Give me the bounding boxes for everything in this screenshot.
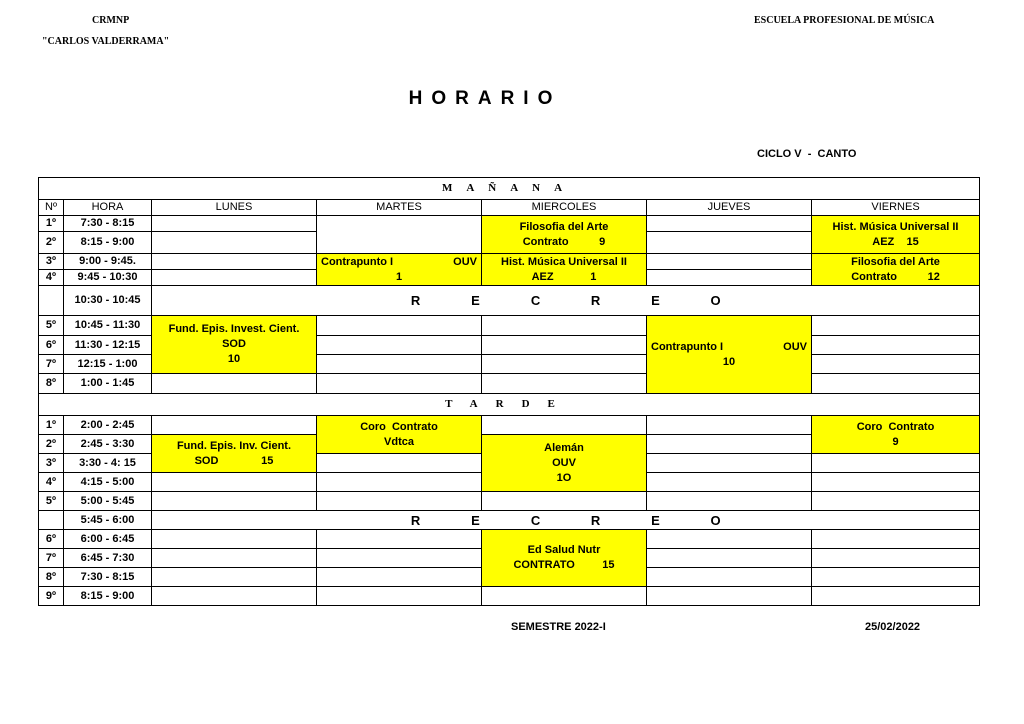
class-name: Hist. Música Universal II <box>501 255 627 268</box>
table-row <box>39 587 980 606</box>
row-time: 12:15 - 1:00 <box>64 355 152 374</box>
recess-letter: E <box>471 512 480 528</box>
row-number: 8º <box>39 374 64 394</box>
institution-acronym: CRMNP <box>92 15 130 26</box>
recess-letter: E <box>651 512 660 528</box>
empty-cell <box>812 355 980 374</box>
class-hist-musica-viernes[interactable] <box>812 216 980 254</box>
row-time: 10:45 - 11:30 <box>64 316 152 336</box>
empty-cell <box>152 374 317 394</box>
semester-label: SEMESTRE 2022-I <box>511 621 606 633</box>
row-time: 6:45 - 7:30 <box>64 549 152 568</box>
empty-cell <box>152 492 317 511</box>
empty-cell <box>482 336 647 355</box>
recess-letter: R <box>410 512 421 528</box>
table-row <box>39 492 980 511</box>
empty-cell <box>152 549 317 568</box>
row-time: 2:45 - 3:30 <box>64 435 152 454</box>
empty-cell <box>482 355 647 374</box>
class-fund-epis-lunes[interactable] <box>152 316 317 374</box>
class-filosofia-arte-viernes[interactable] <box>812 254 980 286</box>
empty-cell <box>482 492 647 511</box>
empty-cell <box>812 454 980 473</box>
empty-cell <box>152 270 317 286</box>
empty-cell <box>812 549 980 568</box>
empty-cell <box>647 435 812 454</box>
empty-cell <box>812 530 980 549</box>
date-label: 25/02/2022 <box>865 621 921 633</box>
section-manana <box>39 178 980 200</box>
table-row <box>39 374 980 394</box>
row-number: 5º <box>39 492 64 511</box>
class-aleman-miercoles[interactable] <box>482 435 647 492</box>
row-time: 4:15 - 5:00 <box>64 473 152 492</box>
class-room: 9 <box>892 435 899 448</box>
empty-cell <box>812 587 980 606</box>
empty-cell <box>647 549 812 568</box>
empty-cell <box>482 374 647 394</box>
col-header-lunes: LUNES <box>152 200 317 216</box>
col-header-viernes: VIERNES <box>812 200 980 216</box>
empty-cell <box>647 587 812 606</box>
row-time: 9:00 - 9:45. <box>64 254 152 270</box>
empty-cell <box>317 492 482 511</box>
empty-cell <box>317 336 482 355</box>
class-name: Alemán <box>544 441 584 454</box>
col-header-miercoles: MIERCOLES <box>482 200 647 216</box>
recess-letter: C <box>530 293 541 308</box>
recess-letter: R <box>590 512 601 528</box>
row-number: 3º <box>39 254 64 270</box>
empty-cell <box>152 568 317 587</box>
empty-cell <box>647 492 812 511</box>
row-number: 9º <box>39 587 64 606</box>
row-number: 1º <box>39 216 64 232</box>
empty-cell <box>647 530 812 549</box>
empty-cell <box>152 587 317 606</box>
row-time: 5:00 - 5:45 <box>64 492 152 511</box>
recess-row <box>39 511 980 530</box>
class-filosofia-arte-miercoles[interactable] <box>482 216 647 254</box>
empty-cell <box>152 530 317 549</box>
row-time: 11:30 - 12:15 <box>64 336 152 355</box>
row-time: 1:00 - 1:45 <box>64 374 152 394</box>
row-time: 2:00 - 2:45 <box>64 416 152 435</box>
col-header-jueves: JUEVES <box>647 200 812 216</box>
row-number <box>39 511 64 530</box>
empty-cell <box>812 336 980 355</box>
table-row <box>39 416 980 435</box>
row-number <box>39 286 64 316</box>
recess-letter: O <box>710 512 721 528</box>
class-hist-musica-miercoles[interactable] <box>482 254 647 286</box>
row-number: 2º <box>39 232 64 254</box>
empty-cell <box>812 473 980 492</box>
empty-cell <box>317 568 482 587</box>
empty-cell <box>317 316 482 336</box>
class-name: Hist. Música Universal II <box>832 220 959 233</box>
row-time: 5:45 - 6:00 <box>64 511 152 530</box>
section-tarde <box>39 394 980 416</box>
row-time: 9:45 - 10:30 <box>64 270 152 286</box>
empty-cell <box>482 587 647 606</box>
empty-cell <box>482 416 647 435</box>
class-name: Fund. Epis. Invest. Cient. <box>168 323 300 335</box>
row-time: 7:30 - 8:15 <box>64 216 152 232</box>
class-name: Coro Contrato <box>856 420 935 433</box>
empty-cell <box>317 454 482 473</box>
class-info: AEZ 1 <box>531 270 597 283</box>
empty-cell <box>482 316 647 336</box>
row-number: 4º <box>39 270 64 286</box>
table-row <box>39 316 980 336</box>
empty-cell <box>152 232 317 254</box>
class-ed-salud-miercoles[interactable] <box>482 530 647 587</box>
row-number: 6º <box>39 530 64 549</box>
empty-cell <box>317 374 482 394</box>
row-number: 5º <box>39 316 64 336</box>
class-coro-viernes[interactable] <box>812 416 980 454</box>
recess-letter: R <box>590 293 601 308</box>
empty-cell <box>647 416 812 435</box>
col-header-hora: HORA <box>64 200 152 216</box>
row-time: 7:30 - 8:15 <box>64 568 152 587</box>
recess-letter: C <box>530 512 541 528</box>
row-number: 3º <box>39 454 64 473</box>
recess-label <box>152 286 980 316</box>
class-teacher: OUV <box>453 255 477 268</box>
row-number: 7º <box>39 549 64 568</box>
class-coro-martes[interactable] <box>317 416 482 454</box>
empty-cell <box>812 374 980 394</box>
class-name: Filosofia del Arte <box>519 220 609 233</box>
row-time: 3:30 - 4: 15 <box>64 454 152 473</box>
empty-cell <box>812 568 980 587</box>
table-row <box>39 254 980 270</box>
class-name: Ed Salud Nutr <box>527 544 601 556</box>
recess-letter: O <box>710 293 721 308</box>
empty-cell <box>647 473 812 492</box>
section-title-tarde: TARDE <box>39 394 980 416</box>
class-name: Filosofia del Arte <box>851 255 940 268</box>
recess-row <box>39 286 980 316</box>
class-fund-epis-lunes-tarde[interactable] <box>152 435 317 473</box>
class-info: Contrato 12 <box>851 270 940 283</box>
empty-cell <box>812 492 980 511</box>
row-number: 1º <box>39 416 64 435</box>
class-contrapunto-jueves[interactable] <box>647 316 812 394</box>
empty-cell <box>152 416 317 435</box>
empty-cell <box>317 530 482 549</box>
row-time: 8:15 - 9:00 <box>64 587 152 606</box>
row-number: 6º <box>39 336 64 355</box>
class-teacher: OUV <box>783 340 807 353</box>
class-name: Coro Contrato <box>360 420 438 433</box>
row-number: 7º <box>39 355 64 374</box>
empty-cell <box>647 270 812 286</box>
section-title-manana: MAÑANA <box>39 178 980 200</box>
recess-letter: R <box>410 293 421 308</box>
column-header-row <box>39 200 980 216</box>
class-teacher: Vdtca <box>384 435 414 448</box>
empty-cell <box>317 587 482 606</box>
empty-cell <box>152 473 317 492</box>
row-number: 8º <box>39 568 64 587</box>
row-number: 2º <box>39 435 64 454</box>
empty-cell <box>647 216 812 232</box>
schedule-table <box>38 177 980 606</box>
class-teacher: OUV <box>552 456 576 469</box>
row-number: 4º <box>39 473 64 492</box>
empty-cell <box>647 232 812 254</box>
class-name: Fund. Epis. Inv. Cient. <box>176 439 292 452</box>
class-name: Contrapunto I <box>321 255 394 268</box>
row-time: 8:15 - 9:00 <box>64 232 152 254</box>
col-header-n: Nº <box>39 200 64 216</box>
class-room: 1O <box>556 471 572 484</box>
class-contrapunto-martes[interactable] <box>317 254 482 286</box>
empty-cell <box>317 216 482 254</box>
recess-letter: E <box>471 293 480 308</box>
class-info: Contrato 9 <box>522 235 606 248</box>
empty-cell <box>812 316 980 336</box>
class-info: AEZ 15 <box>872 235 919 248</box>
class-info: CONTRATO 15 <box>513 559 615 571</box>
empty-cell <box>152 216 317 232</box>
recess-label <box>152 511 980 530</box>
recess-letter: E <box>651 293 660 308</box>
col-header-martes: MARTES <box>317 200 482 216</box>
table-row <box>39 530 980 549</box>
class-room: 1 <box>395 270 403 283</box>
page-title: HORARIO <box>408 88 562 109</box>
empty-cell <box>647 254 812 270</box>
class-room: 10 <box>722 355 736 368</box>
institution-name: "CARLOS VALDERRAMA" <box>42 36 170 47</box>
cycle-label: CICLO V - CANTO <box>757 148 857 160</box>
class-teacher: SOD <box>222 338 246 350</box>
table-row <box>39 216 980 232</box>
empty-cell <box>317 549 482 568</box>
class-info: SOD 15 <box>194 454 274 467</box>
empty-cell <box>152 254 317 270</box>
empty-cell <box>647 454 812 473</box>
row-time: 10:30 - 10:45 <box>64 286 152 316</box>
empty-cell <box>647 568 812 587</box>
class-room: 10 <box>227 353 241 365</box>
empty-cell <box>317 355 482 374</box>
row-time: 6:00 - 6:45 <box>64 530 152 549</box>
empty-cell <box>317 473 482 492</box>
school-name: ESCUELA PROFESIONAL DE MÚSICA <box>754 15 935 26</box>
class-name: Contrapunto I <box>651 340 724 353</box>
